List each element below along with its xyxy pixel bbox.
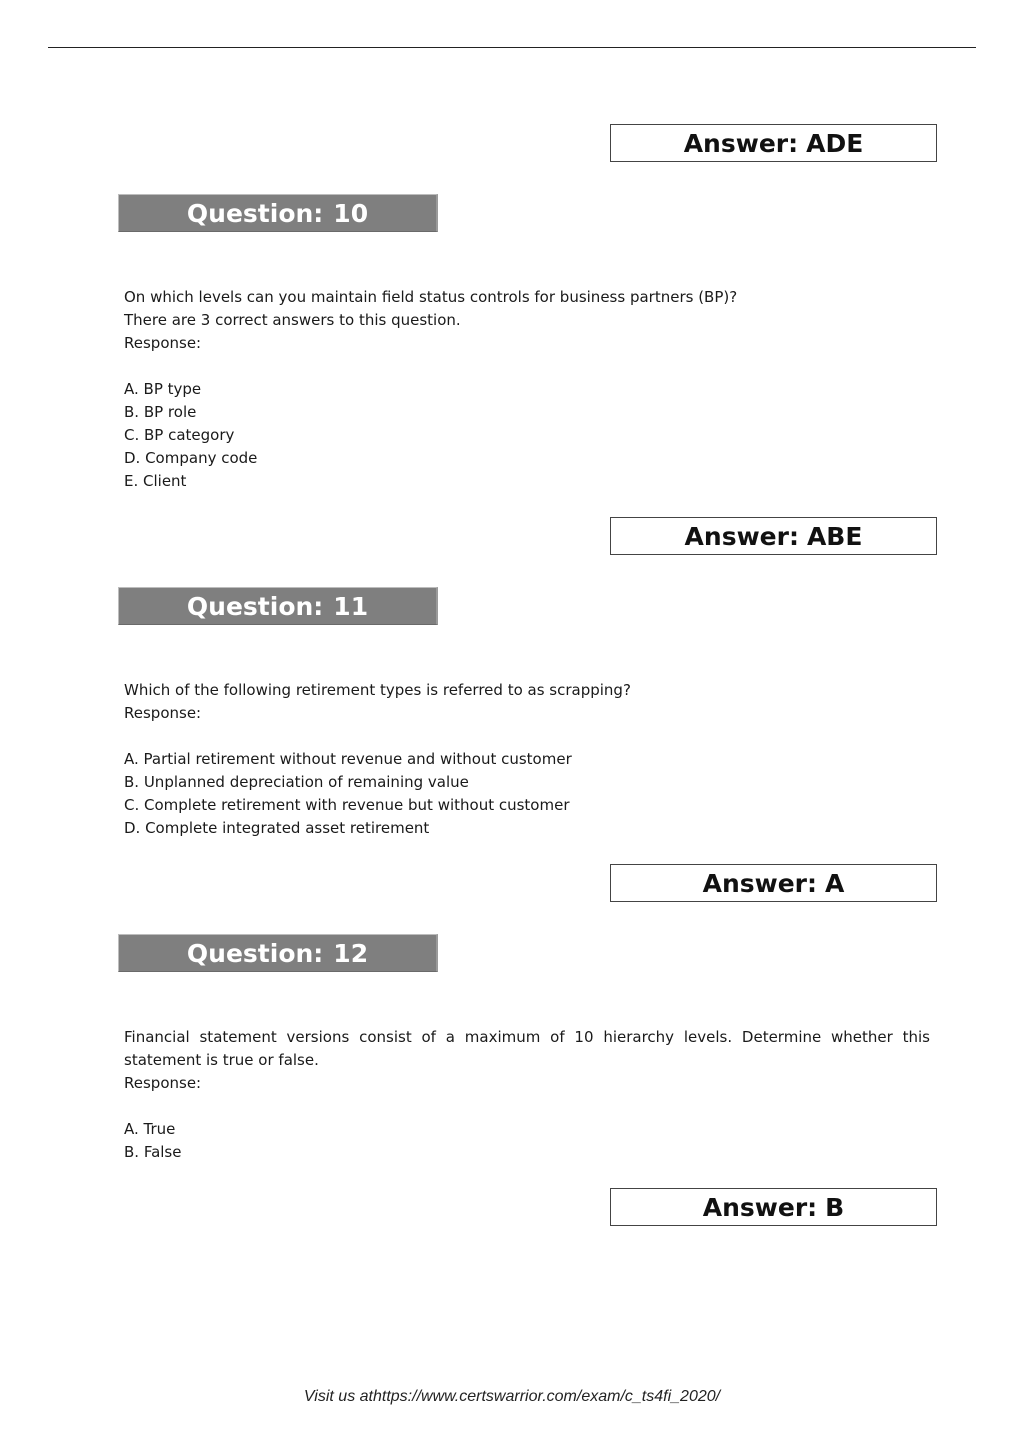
option-list: [124, 378, 930, 493]
option-a: A. Partial retirement without revenue and without customer: [124, 750, 572, 768]
option-b: B. BP role: [124, 403, 197, 421]
question-text: Financial statement versions consist of a maximum of 10 hierarchy levels. Determine whether this statement is true or false.: [124, 1028, 930, 1069]
answer-value: A: [825, 868, 845, 898]
header-rule: [48, 47, 976, 48]
question-number: 11: [333, 591, 369, 621]
question-body-11: [124, 679, 930, 840]
answer-value: ADE: [806, 128, 864, 158]
answer-label: Answer:: [684, 521, 799, 551]
answer-label: Answer:: [702, 868, 818, 898]
option-d: D. Company code: [124, 449, 258, 467]
question-label: Question:: [186, 198, 324, 228]
response-label: Response:: [124, 704, 202, 722]
response-label: Response:: [124, 334, 202, 352]
question-text: On which levels can you maintain field status controls for business partners (BP)?: [124, 288, 738, 306]
answer-value: B: [825, 1192, 845, 1222]
question-body-12: [124, 1026, 930, 1164]
question-number: 10: [333, 198, 369, 228]
answer-label: Answer:: [702, 1192, 818, 1222]
question-number: 12: [333, 938, 369, 968]
option-b: B. Unplanned depreciation of remaining value: [124, 773, 469, 791]
question-note: There are 3 correct answers to this question.: [124, 311, 461, 329]
response-label: Response:: [124, 1074, 202, 1092]
option-list: [124, 748, 930, 840]
option-c: C. Complete retirement with revenue but without customer: [124, 796, 570, 814]
option-a: A. BP type: [124, 380, 202, 398]
option-a: A. True: [124, 1120, 176, 1138]
answer-box-11: [610, 864, 937, 902]
option-e: E. Client: [124, 472, 187, 490]
option-c: C. BP category: [124, 426, 235, 444]
option-list: [124, 1118, 930, 1164]
question-header-10: [118, 194, 438, 232]
answer-box-12: [610, 1188, 937, 1226]
answer-value: ABE: [806, 521, 863, 551]
answer-box-prev: [610, 124, 937, 162]
answer-label: Answer:: [683, 128, 799, 158]
question-text: Which of the following retirement types is referred to as scrapping?: [124, 681, 631, 699]
option-d: D. Complete integrated asset retirement: [124, 819, 430, 837]
option-b: B. False: [124, 1143, 182, 1161]
question-header-11: [118, 587, 438, 625]
question-body-10: [124, 286, 930, 493]
question-header-12: [118, 934, 438, 972]
answer-box-10: [610, 517, 937, 555]
footer-link[interactable]: Visit us athttps://www.certswarrior.com/exam/c_ts4fi_2020/: [303, 1388, 721, 1405]
question-label: Question:: [186, 591, 324, 621]
question-label: Question:: [186, 938, 324, 968]
